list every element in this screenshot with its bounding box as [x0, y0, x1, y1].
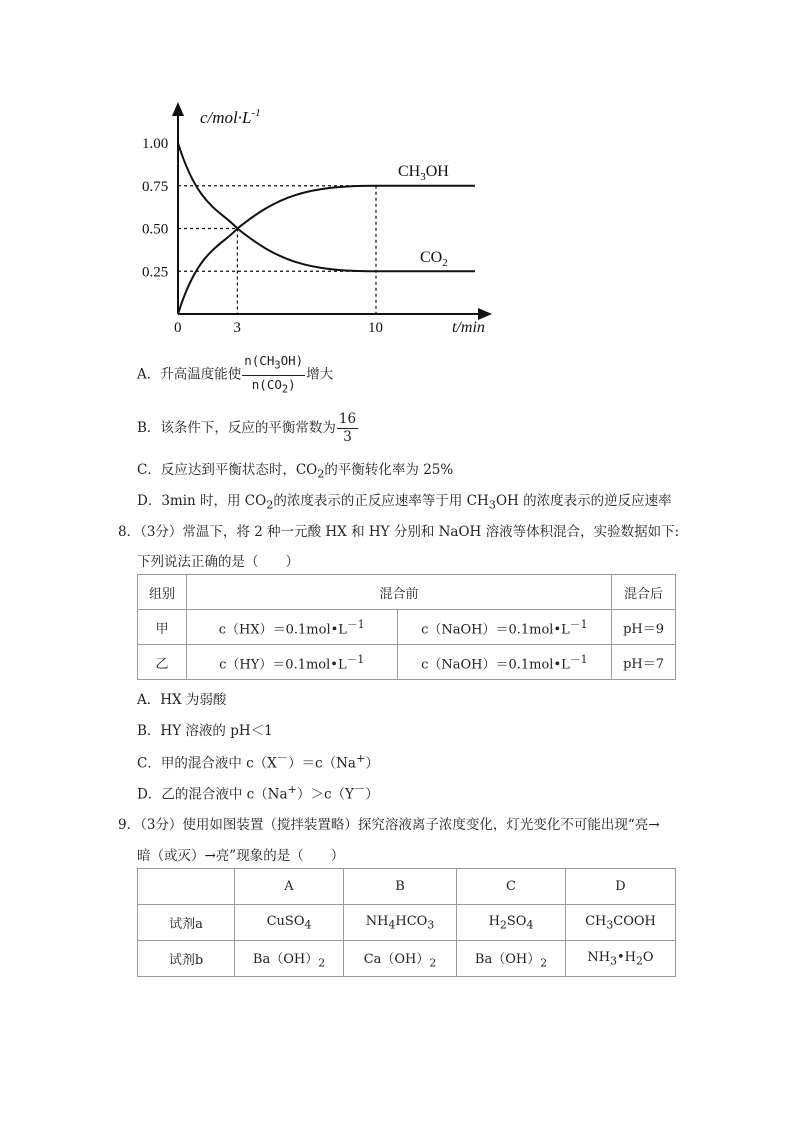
- table-header-row: [138, 575, 676, 610]
- row-group: 乙: [138, 645, 187, 680]
- x-tick-label: 0: [174, 320, 182, 336]
- q8-option-b: B．HY 溶液的 pH＜1: [137, 723, 273, 739]
- header-group: 组别: [138, 575, 187, 610]
- gridlines: [178, 186, 376, 314]
- q7-option-b: B．该条件下，反应的平衡常数为 $\frac{16}{3}$: [137, 411, 357, 445]
- table-row: [138, 610, 676, 645]
- y-axis-arrow: [172, 102, 184, 116]
- row-group: 甲: [138, 610, 187, 645]
- y-axis-label: $c/mol\cdot L^{-1}$: [200, 107, 261, 127]
- q8-data-table: [137, 574, 676, 680]
- q9-reagent-table: [137, 868, 676, 977]
- cell-a-A: CuSO$_4$: [235, 905, 344, 941]
- row-acid: $c(HX)=0.1mol•L^{-1}$: [186, 610, 397, 645]
- row-base: $c(NaOH)=0.1mol•L^{-1}$: [397, 645, 612, 680]
- x-axis-label: t/min: [452, 319, 485, 336]
- row-label-b: 试剂b: [138, 941, 235, 977]
- table-row: [138, 905, 676, 941]
- table-header-row: [138, 869, 676, 905]
- fraction-a: $\frac{n(CH_3OH)}{n(CO_2)}$: [244, 353, 304, 395]
- fraction-b: $\frac{16}{3}$: [338, 411, 357, 445]
- table-row: [138, 645, 676, 680]
- axes: [172, 102, 492, 320]
- curve-label-co2: $CO_2$: [420, 249, 448, 269]
- q8-stem-line1: 8．（3分）常温下，将 2 种一元酸 HX 和 HY 分别和 NaOH 溶液等体积混合，实验数据如下:: [118, 524, 680, 540]
- header-b: B: [344, 869, 457, 905]
- y-tick-label: 0.50: [142, 221, 169, 238]
- q8-option-a: A．HX 为弱酸: [137, 692, 227, 708]
- y-tick-label: 1.00: [142, 136, 169, 152]
- q8-option-c: C．甲的混合液中 c（X－）＝c（Na+）: [137, 752, 379, 772]
- q8-stem-line2: 下列说法正确的是（ ）: [137, 554, 299, 570]
- header-c: C: [457, 869, 566, 905]
- cell-b-D: $NH_3•H_2O$: [566, 941, 676, 977]
- q7-option-d: D．3min 时，用 $CO_2$的浓度表示的正反应速率等于用 $CH_3OH$ 的浓度表示的逆反应速率: [137, 493, 672, 512]
- q7-option-c: C．反应达到平衡状态时，$CO_2$的平衡转化率为 25%: [137, 462, 454, 481]
- x-tick-label: 3: [233, 320, 241, 336]
- cell-a-B: $NH_4HCO_3$: [344, 905, 457, 941]
- y-tick-label: 0.75: [142, 178, 169, 195]
- row-base: $c(NaOH)=0.1mol•L^{-1}$: [397, 610, 612, 645]
- row-label-a: 试剂a: [138, 905, 235, 941]
- header-d: D: [566, 869, 676, 905]
- q8-option-d: D．乙的混合液中 c（Na+）＞c（Y－）: [137, 783, 379, 803]
- header-blank: [138, 869, 235, 905]
- x-tick-label: 10: [368, 320, 383, 336]
- concentration-time-graph: [140, 96, 500, 341]
- row-acid: $c(HY)=0.1mol•L^{-1}$: [186, 645, 397, 680]
- curve-label-ch3oh: $CH_3OH$: [398, 163, 449, 183]
- cell-a-D: $CH_3COOH$: [566, 905, 676, 941]
- header-before: 混合前: [186, 575, 611, 610]
- cell-b-B: $Ca(OH)_2$: [344, 941, 457, 977]
- y-axis-label-exp: -1: [251, 107, 261, 119]
- row-after: pH＝9: [612, 610, 676, 645]
- q9-stem-line2: 暗（或灭）→亮”现象的是（ ）: [137, 848, 345, 864]
- cell-a-C: $H_2SO_4$: [457, 905, 566, 941]
- q7-option-a: A．升高温度能使 $\frac{n(CH_3OH)}{n(CO_2)}$ 增大: [137, 352, 333, 398]
- table-row: [138, 941, 676, 977]
- y-tick-label: 0.25: [142, 264, 169, 281]
- header-after: 混合后: [612, 575, 676, 610]
- q9-stem-line1: 9．（3分）使用如图装置（搅拌装置略）探究溶液离子浓度变化，灯光变化不可能出现“亮→: [118, 817, 660, 833]
- cell-b-C: $Ba(OH)_2$: [457, 941, 566, 977]
- row-after: pH＝7: [612, 645, 676, 680]
- header-a: A: [235, 869, 344, 905]
- cell-b-A: $Ba(OH)_2$: [235, 941, 344, 977]
